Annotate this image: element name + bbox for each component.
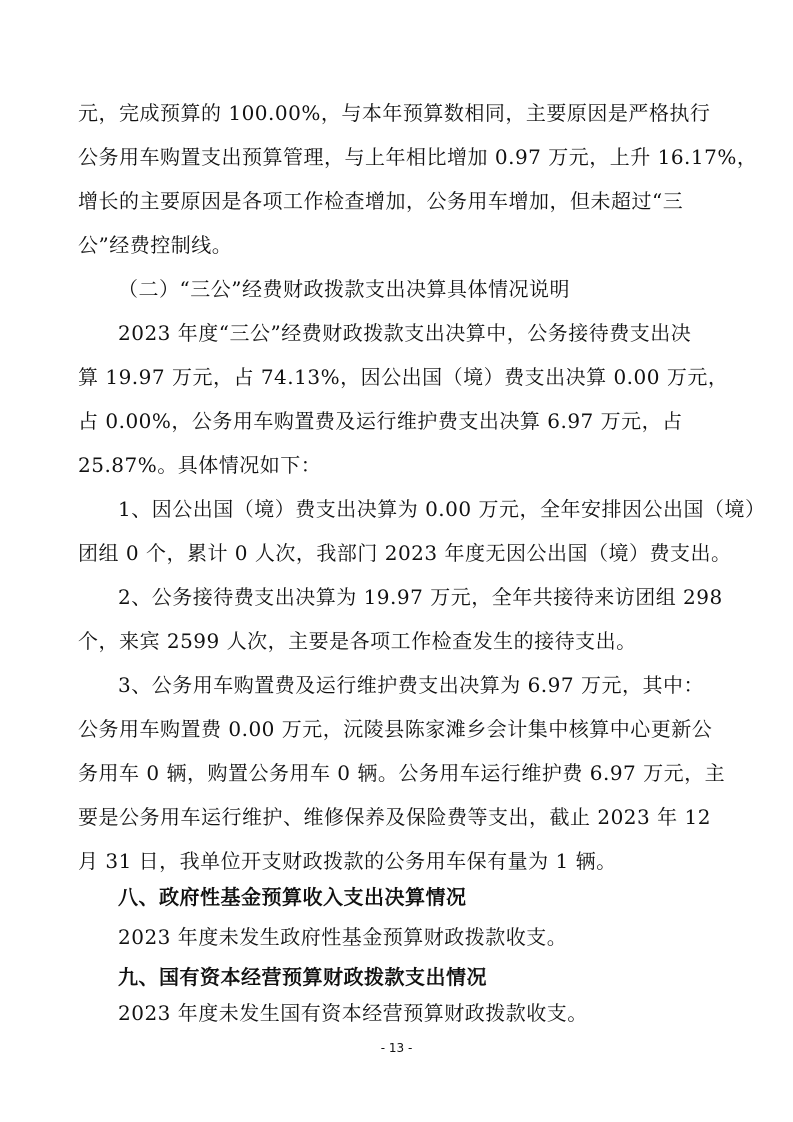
- paragraph-line: 1、因公出国（境）费支出决算为 0.00 万元，全年安排因公出国（境）: [118, 497, 766, 521]
- paragraph-line: 2023 年度“三公”经费财政拨款支出决算中，公务接待费支出决: [118, 321, 692, 345]
- paragraph-line: 3、公务用车购置费及运行维护费支出决算为 6.97 万元，其中：: [118, 673, 704, 697]
- paragraph-line: 2、公务接待费支出决算为 19.97 万元，全年共接待来访团组 298: [118, 585, 723, 609]
- paragraph-line: 占 0.00%，公务用车购置费及运行维护费支出决算 6.97 万元，占: [78, 409, 683, 433]
- paragraph-line: 2023 年度未发生政府性基金预算财政拨款收支。: [118, 925, 568, 949]
- paragraph-line: 要是公务用车运行维护、维修保养及保险费等支出，截止 2023 年 12: [78, 805, 711, 829]
- paragraph-line: 2023 年度未发生国有资本经营预算财政拨款收支。: [118, 1001, 588, 1025]
- paragraph-line: 团组 0 个，累计 0 人次，我部门 2023 年度无因公出国（境）费支出。: [78, 541, 732, 565]
- paragraph-line: 元，完成预算的 100.00%，与本年预算数相同，主要原因是严格执行: [78, 101, 711, 125]
- paragraph-line: 增长的主要原因是各项工作检查增加，公务用车增加，但未超过“三: [78, 189, 684, 213]
- paragraph-line: 月 31 日，我单位开支财政拨款的公务用车保有量为 1 辆。: [78, 849, 617, 873]
- paragraph-line: 个，来宾 2599 人次，主要是各项工作检查发生的接待支出。: [78, 629, 637, 653]
- paragraph-line: 公”经费控制线。: [78, 233, 233, 257]
- paragraph-line: 务用车 0 辆，购置公务用车 0 辆。公务用车运行维护费 6.97 万元，主: [78, 761, 726, 785]
- section-heading: 八、政府性基金预算收入支出决算情况: [118, 885, 467, 909]
- section-heading: 九、国有资本经营预算财政拨款支出情况: [118, 965, 487, 989]
- page-number: - 13 -: [380, 1041, 413, 1055]
- paragraph-line: 算 19.97 万元，占 74.13%，因公出国（境）费支出决算 0.00 万元，: [78, 365, 729, 389]
- paragraph-line: 25.87%。具体情况如下：: [78, 453, 322, 477]
- paragraph-line: 公务用车购置费 0.00 万元，沅陵县陈家滩乡会计集中核算中心更新公: [78, 717, 713, 741]
- paragraph-line: 公务用车购置支出预算管理，与上年相比增加 0.97 万元，上升 16.17%，: [78, 145, 758, 169]
- section-subheading: （二）“三公”经费财政拨款支出决算具体情况说明: [118, 277, 570, 301]
